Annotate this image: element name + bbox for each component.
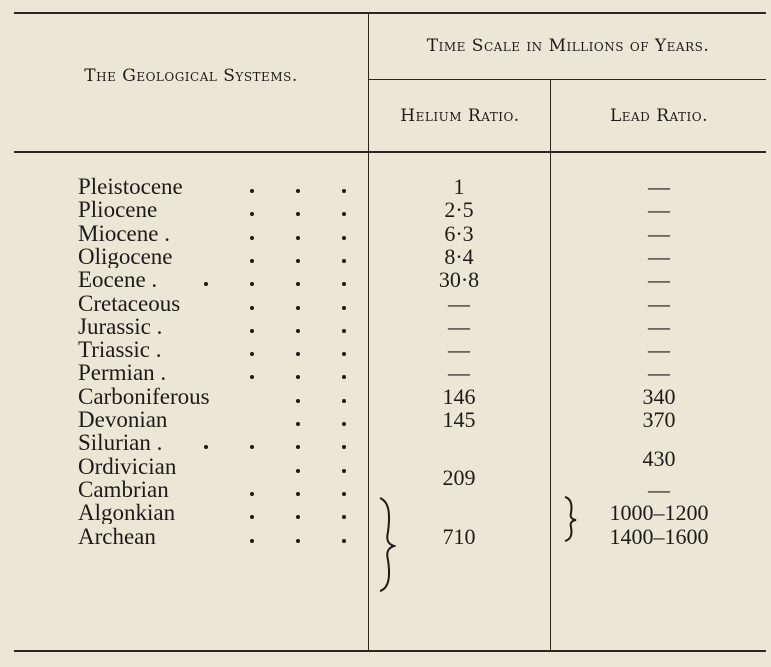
- leader-dot: [342, 236, 346, 240]
- leader-dot: [250, 492, 254, 496]
- header-helium-ratio: Helium Ratio.: [400, 106, 520, 126]
- lead-value: 1000–1200: [609, 500, 709, 526]
- lead-value: —: [648, 476, 670, 502]
- lead-brace-icon: [562, 495, 578, 543]
- system-name: Archean: [78, 525, 156, 548]
- leader-dot: [342, 259, 346, 263]
- system-name: Triassic .: [78, 339, 162, 362]
- header-rule: [14, 151, 766, 153]
- table-row: [0, 176, 771, 198]
- leader-dot: [296, 236, 300, 240]
- helium-value: —: [448, 360, 470, 386]
- system-name: Cretaceous: [78, 292, 181, 315]
- helium-value: 146: [442, 383, 476, 409]
- helium-value: —: [448, 337, 470, 363]
- table-row: [0, 313, 771, 339]
- leader-dot: [250, 306, 254, 310]
- leader-dot: [296, 259, 300, 263]
- lead-value: —: [648, 337, 670, 363]
- system-name: Permian .: [78, 362, 167, 385]
- table-row: [0, 383, 771, 409]
- leader-dot: [250, 329, 254, 333]
- header-time-scale: Time Scale in Millions of Years.: [426, 36, 710, 56]
- table-row: [0, 199, 771, 221]
- leader-dot: [296, 399, 300, 403]
- leader-dot: [296, 492, 300, 496]
- system-name: Jurassic .: [78, 315, 163, 338]
- lead-value: 1400–1600: [609, 523, 709, 549]
- system-name: Devonian: [78, 409, 168, 431]
- lead-value: —: [648, 174, 670, 199]
- lead-value: 430: [642, 445, 676, 471]
- table-row: [0, 269, 771, 291]
- helium-value: 2·5: [444, 197, 474, 223]
- system-name: Pliocene: [78, 199, 158, 222]
- lead-value: —: [648, 220, 670, 246]
- lead-value: —: [648, 197, 670, 223]
- leader-dot: [296, 539, 300, 543]
- system-name: Algonkian: [78, 502, 176, 525]
- leader-dot: [342, 492, 346, 496]
- leader-dot: [342, 189, 346, 193]
- helium-value: 8·4: [444, 243, 474, 269]
- lead-value: 340: [642, 383, 676, 409]
- leader-dot: [342, 469, 346, 473]
- lead-value: 370: [642, 407, 676, 432]
- table-row: [0, 290, 771, 316]
- system-name: Oligocene: [78, 245, 173, 268]
- leader-dot: [250, 236, 254, 240]
- table-row: [0, 339, 771, 361]
- helium-value: 209: [442, 464, 476, 490]
- lead-value: —: [648, 360, 670, 386]
- leader-dot: [250, 189, 254, 193]
- helium-value: —: [448, 290, 470, 316]
- system-name: Pleistocene: [78, 176, 183, 198]
- table-row: [0, 362, 771, 384]
- sub-header-rule: [369, 79, 766, 80]
- leader-dot: [250, 259, 254, 263]
- system-name: Carboniferous: [78, 385, 210, 408]
- leader-dot: [296, 329, 300, 333]
- helium-value: 6·3: [444, 220, 474, 246]
- top-rule: [14, 12, 766, 14]
- leader-dot: [296, 422, 300, 426]
- system-name: Miocene .: [78, 222, 170, 245]
- leader-dot: [342, 399, 346, 403]
- helium-value: —: [448, 313, 470, 339]
- header-systems: The Geological Systems.: [84, 66, 298, 86]
- system-name: Cambrian: [78, 478, 169, 501]
- bottom-rule: [14, 650, 766, 652]
- header-lead-ratio: Lead Ratio.: [609, 106, 709, 126]
- leader-dot: [342, 539, 346, 543]
- table-row: [0, 243, 771, 269]
- helium-value: 1: [453, 174, 465, 199]
- leader-dot: [342, 329, 346, 333]
- system-name: Eocene .: [78, 269, 158, 292]
- leader-dot: [296, 189, 300, 193]
- leader-dot: [296, 469, 300, 473]
- system-name: Silurian .: [78, 432, 163, 455]
- system-name: Ordivician: [78, 455, 177, 478]
- lead-value: —: [648, 290, 670, 316]
- lead-value: —: [648, 313, 670, 339]
- leader-dot: [296, 306, 300, 310]
- helium-value: 145: [442, 407, 476, 432]
- leader-dot: [342, 422, 346, 426]
- leader-dot: [342, 306, 346, 310]
- table-row: [0, 220, 771, 246]
- lead-value: —: [648, 267, 670, 293]
- helium-value: 30·8: [438, 267, 480, 293]
- lead-value: —: [648, 243, 670, 269]
- helium-brace-icon: [376, 496, 396, 592]
- leader-dot: [250, 539, 254, 543]
- table-row: [0, 409, 771, 431]
- helium-value: 710: [442, 523, 476, 549]
